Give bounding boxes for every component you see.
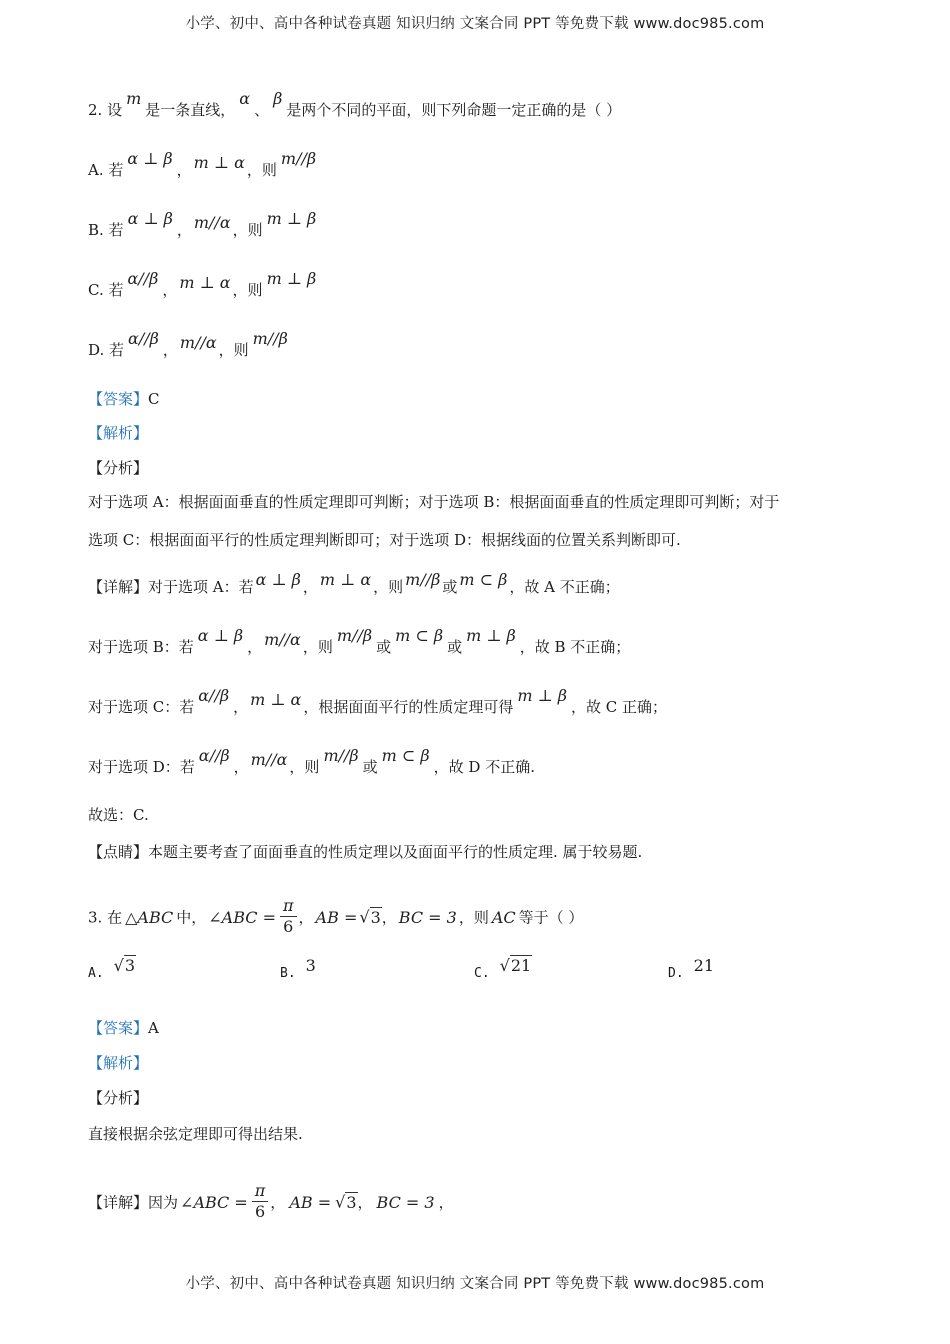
sqrt-3: √3 [359,907,381,927]
q2-analysis-tag: 【解析】 [88,424,149,442]
q2-option-d[interactable]: D. 若α//β， m//α ，则m//β [88,329,288,359]
q2-dianjing: 【点睛】本题主要考查了面面垂直的性质定理以及面面平行的性质定理. 属于较易题. [88,843,643,861]
q2-answer: 【答案】C [88,390,160,408]
q2-detail-b: 对于选项 B：若α ⊥ β， m//α ，则m//β或m ⊂ β或m ⊥ β，故 B 不正确； [88,626,631,656]
q2-option-a[interactable]: A. 若α ⊥ β， m ⊥ α ，则m//β [88,149,317,179]
q2-detail-d: 对于选项 D：若α//β， m//α ，则m//β或m ⊂ β，故 D 不正确. [88,746,535,776]
fraction-pi-over-6: $\frac{\pi}{6}$ [280,896,297,937]
q2-option-b[interactable]: B. 若α ⊥ β， m//α ，则m ⊥ β [88,209,317,239]
q3-option-b[interactable]: B. 3 [280,956,316,981]
var-m: m [126,89,142,108]
q2-fenxi-line2: 选项 C：根据面面平行的性质定理判断即可；对于选项 D：根据线面的位置关系判断即可. [88,531,681,549]
q3-analysis-tag: 【解析】 [88,1054,149,1072]
var-beta: β [273,89,283,108]
q3-fenxi-tag: 【分析】 [88,1089,149,1107]
q2-detail-a: 【详解】对于选项 A：若 α ⊥ β ， m ⊥ α ，则 m//β 或 m ⊂ β ，故 A 不正确； [88,570,620,596]
answer-tag: 【答案】 [88,1019,149,1037]
q2-fenxi-line1: 对于选项 A：根据面面垂直的性质定理即可判断；对于选项 B：根据面面垂直的性质定理即可判断；对于 [88,493,780,511]
q2-choose: 故选：C. [88,806,149,824]
page-header: 小学、初中、高中各种试卷真题 知识归纳 文案合同 PPT 等免费下载 www.doc985.com [185,16,765,32]
q3-fenxi: 直接根据余弦定理即可得出结果. [88,1125,303,1143]
var-alpha: α [239,89,251,108]
q2-option-c[interactable]: C. 若α//β， m ⊥ α ，则m ⊥ β [88,269,317,299]
q3-answer: 【答案】A [88,1019,159,1037]
triangle-abc: △ABC [125,907,174,927]
q3-option-c[interactable]: C. √21 [474,956,532,981]
page-footer: 小学、初中、高中各种试卷真题 知识归纳 文案合同 PPT 等免费下载 www.doc985.com [185,1276,765,1292]
q3-option-d[interactable]: D. 21 [668,956,715,981]
q2-fenxi-tag: 【分析】 [88,459,149,477]
q3-option-a[interactable]: A. √3 [88,956,136,981]
q3-stem: 3. 在 △ABC 中， ∠ABC = $\frac{\pi}{6}$ ， AB = √3， BC = 3 ，则 AC 等于（ ） [88,896,584,936]
q2-detail-c: 对于选项 C：若α//β， m ⊥ α ，根据面面平行的性质定理可得m ⊥ β，故 C 正确； [88,686,667,716]
q2-stem: 2. 设m是一条直线，α、β是两个不同的平面，则下列命题一定正确的是（ ） [88,89,622,119]
q3-detail: 【详解】因为 ∠ABC = $\frac{\pi}{6}$ ， AB = √3， BC = 3 ， [88,1181,454,1221]
answer-tag: 【答案】 [88,390,149,408]
